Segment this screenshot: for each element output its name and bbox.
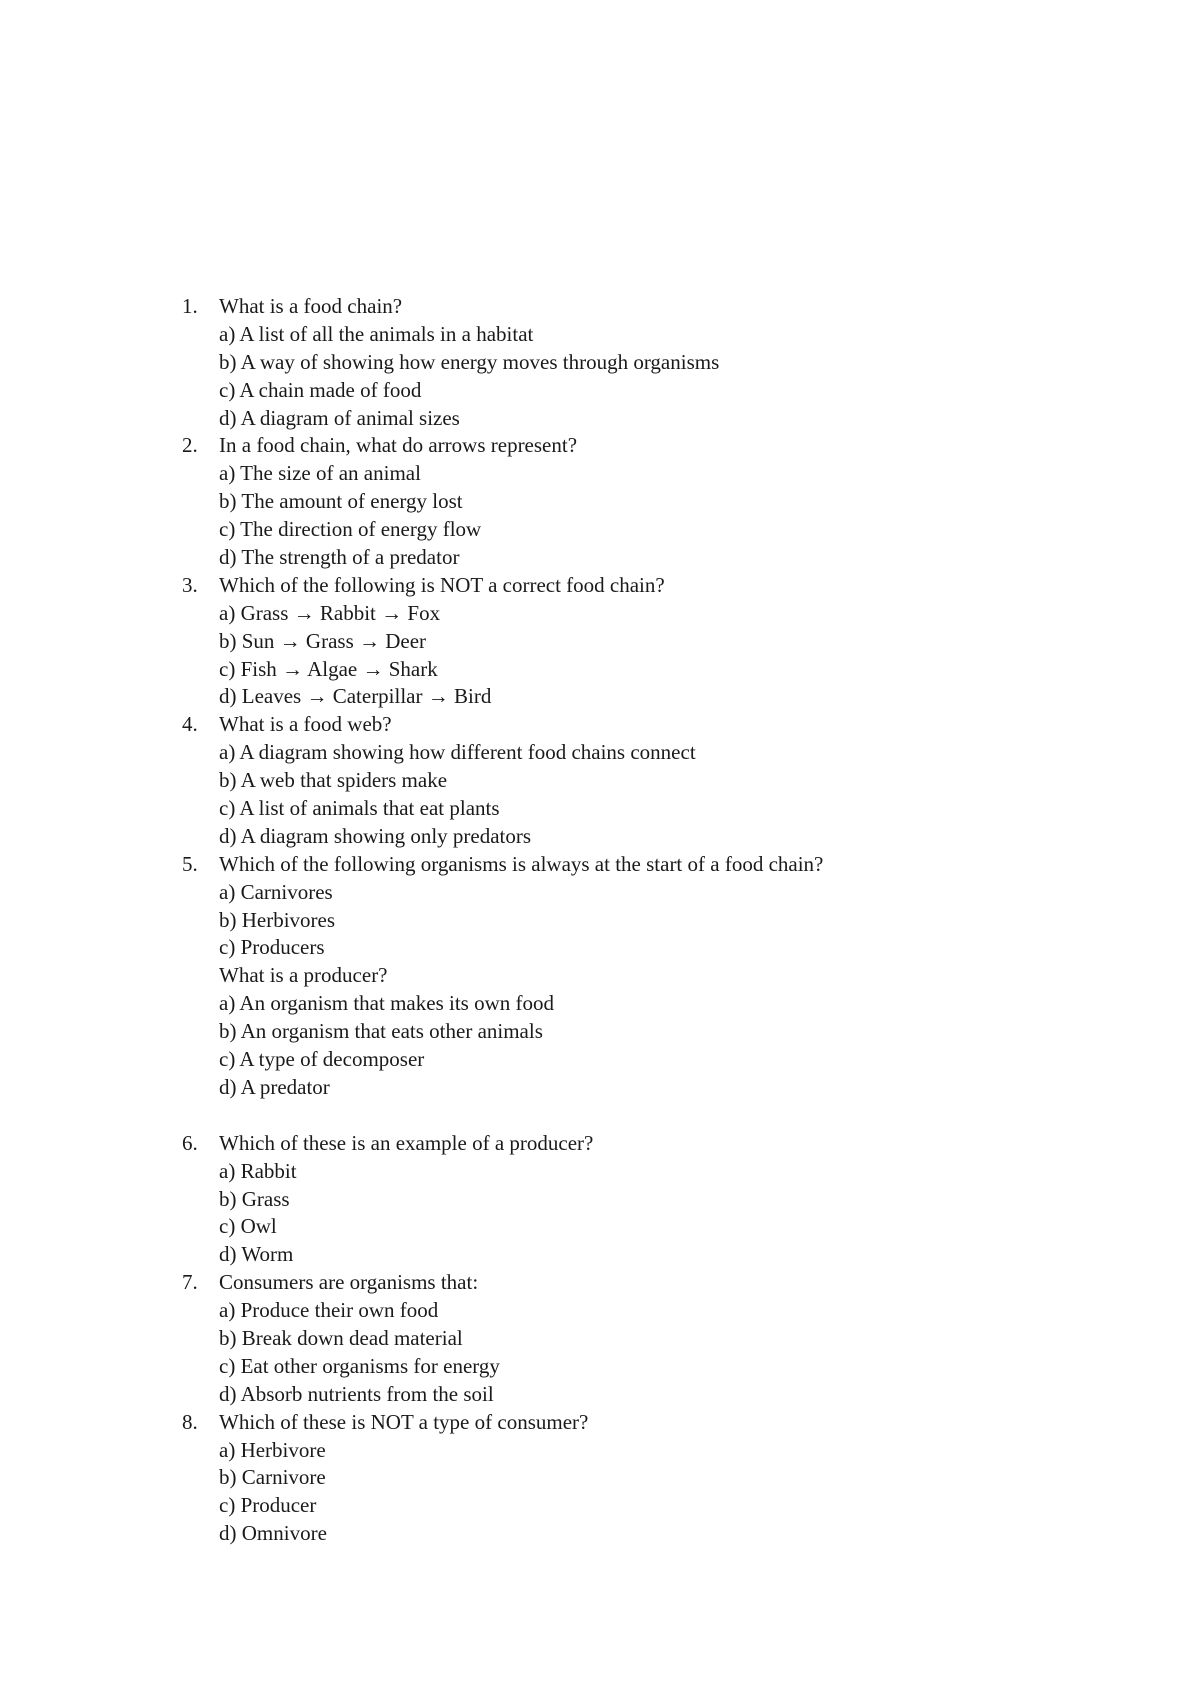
question-number: 5. <box>182 851 198 876</box>
answer-option: b) An organism that eats other animals <box>219 1019 543 1044</box>
answer-option: b) A way of showing how energy moves through organisms <box>219 349 720 374</box>
answer-option: a) A list of all the animals in a habitat <box>219 321 534 346</box>
question-list <box>0 293 1200 1548</box>
question-number: 3. <box>182 572 198 597</box>
question-stem <box>0 1269 1200 1297</box>
answer-option: c) Producers <box>219 935 325 960</box>
question-text: What is a food chain? <box>219 294 403 318</box>
question-number: 6. <box>182 1130 198 1155</box>
answer-option: d) Omnivore <box>219 1521 327 1546</box>
question-text: What is a food web? <box>219 712 392 737</box>
question-number: 7. <box>182 1270 198 1295</box>
question-number: 2. <box>182 433 198 458</box>
question-text: Consumers are organisms that: <box>219 1270 479 1295</box>
question-text: Which of the following organisms is always at the start of a food chain? <box>219 851 824 876</box>
question-stem <box>0 293 1200 321</box>
question-number: 1. <box>182 294 198 318</box>
question-producer <box>0 962 1200 1101</box>
answer-option: a) Herbivore <box>219 1437 326 1462</box>
answer-option: d) Leaves → Caterpillar → Bird <box>219 684 492 709</box>
answer-option: a) The size of an animal <box>219 461 421 486</box>
answer-option: a) Rabbit <box>219 1158 297 1183</box>
answer-option: c) Fish → Algae → Shark <box>219 656 438 681</box>
question-stem <box>0 851 1200 879</box>
question-stem <box>0 432 1200 460</box>
question-8 <box>0 1409 1200 1548</box>
question-number: 4. <box>182 712 198 737</box>
question-4 <box>0 711 1200 850</box>
question-stem <box>0 1130 1200 1158</box>
question-3 <box>0 572 1200 711</box>
answer-option: d) A diagram of animal sizes <box>219 405 460 430</box>
question-stem <box>0 572 1200 600</box>
answer-option: d) A predator <box>219 1074 330 1099</box>
question-text: Which of these is NOT a type of consumer? <box>219 1409 589 1434</box>
answer-option: b) Grass <box>219 1186 290 1211</box>
question-number: 8. <box>182 1409 198 1434</box>
question-6 <box>0 1130 1200 1269</box>
answer-option: a) Produce their own food <box>219 1298 439 1323</box>
answer-option: d) Absorb nutrients from the soil <box>219 1381 494 1406</box>
answer-option: c) A list of animals that eat plants <box>219 796 500 821</box>
answer-option: d) A diagram showing only predators <box>219 823 532 848</box>
question-2 <box>0 432 1200 571</box>
answer-option: d) Worm <box>219 1242 294 1267</box>
answer-option: c) Producer <box>219 1493 317 1518</box>
answer-option: a) Carnivores <box>219 879 333 904</box>
answer-option: c) Owl <box>219 1214 277 1239</box>
answer-option: b) Sun → Grass → Deer <box>219 628 427 653</box>
question-text: Which of the following is NOT a correct food chain? <box>219 572 665 597</box>
answer-option: c) The direction of energy flow <box>219 517 482 542</box>
answer-option: a) A diagram showing how different food chains connect <box>219 740 696 765</box>
question-5 <box>0 851 1200 963</box>
question-text: What is a producer? <box>219 963 388 988</box>
question-stem <box>0 962 1200 990</box>
answer-option: b) Break down dead material <box>219 1325 463 1350</box>
answer-option: b) Herbivores <box>219 907 336 932</box>
blank-line <box>0 1102 1200 1130</box>
answer-option: a) Grass → Rabbit → Fox <box>219 600 441 625</box>
answer-option: c) Eat other organisms for energy <box>219 1353 500 1378</box>
question-stem <box>0 711 1200 739</box>
question-1 <box>0 293 1200 432</box>
question-text: Which of these is an example of a producer? <box>219 1130 594 1155</box>
answer-option: c) A chain made of food <box>219 377 422 402</box>
answer-option: c) A type of decomposer <box>219 1047 425 1072</box>
answer-option: d) The strength of a predator <box>219 545 460 570</box>
question-text: In a food chain, what do arrows represent? <box>219 433 578 458</box>
answer-option: a) An organism that makes its own food <box>219 991 554 1016</box>
question-stem <box>0 1409 1200 1437</box>
answer-option: b) A web that spiders make <box>219 768 448 793</box>
question-7 <box>0 1269 1200 1408</box>
answer-option: b) Carnivore <box>219 1465 326 1490</box>
answer-option: b) The amount of energy lost <box>219 489 463 514</box>
